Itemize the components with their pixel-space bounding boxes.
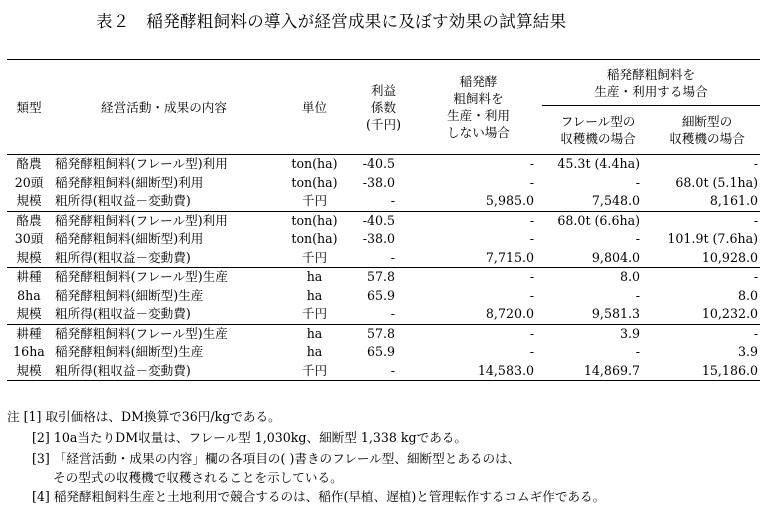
unit-cell: 千円 (301, 249, 328, 265)
unit-cell: ton(ha) (291, 231, 338, 246)
activity-cell: 粗所得(粗収益－変動費) (55, 306, 191, 321)
unit-cell: ha (277, 268, 352, 287)
table-row (7, 230, 760, 249)
chopper-cell: 3.9 (737, 344, 758, 359)
flail-cell: 45.3t (4.4ha) (557, 156, 640, 171)
chopper-cell: 10,928.0 (701, 249, 758, 265)
table-row (7, 192, 760, 211)
type-cell: 酪農 30頭 規模 (7, 211, 51, 268)
coefficient-cell: 65.9 (366, 344, 395, 359)
no-use-cell: 5,985.0 (485, 193, 534, 208)
unit-cell: ton(ha) (277, 211, 352, 230)
coefficient-cell: -38.0 (362, 174, 395, 190)
unit-cell: ton(ha) (291, 156, 338, 171)
flail-cell: 68.0t (6.6ha) (542, 211, 654, 230)
no-use-cell: - (529, 344, 534, 359)
flail-cell: - (635, 174, 640, 190)
no-use-cell: - (529, 287, 534, 303)
coefficient-cell: 65.9 (366, 287, 395, 303)
coefficient-cell: -40.5 (362, 156, 395, 171)
note-3-cont: その型式の収穫機で収穫されることを示している。 (53, 470, 343, 485)
header-no-use: 稲発酵 粗飼料を 生産・利用 しない場合 (415, 60, 542, 155)
chopper-cell: 15,186.0 (654, 362, 760, 381)
activity-cell: 粗所得(粗収益－変動費) (51, 362, 277, 381)
activity-cell: 粗所得(粗収益－変動費) (55, 193, 191, 208)
unit-cell: ha (306, 344, 323, 359)
chopper-cell: - (753, 156, 758, 171)
coefficient-cell: - (390, 249, 395, 265)
no-use-cell: 8,720.0 (485, 306, 534, 321)
table-row (7, 211, 760, 230)
chopper-cell: 8.0 (737, 287, 758, 303)
no-use-cell: - (529, 174, 534, 190)
coefficient-cell: - (352, 362, 415, 381)
activity-cell: 稲発酵粗飼料(細断型)利用 (55, 231, 204, 246)
unit-cell: ha (306, 287, 323, 303)
no-use-cell: 7,715.0 (485, 249, 534, 265)
coefficient-cell: - (390, 193, 395, 208)
activity-cell: 稲発酵粗飼料(細断型)利用 (55, 174, 204, 190)
chopper-cell: 101.9t (7.6ha) (667, 231, 758, 246)
header-profit-coefficient: 利益 係数 (千円) (352, 60, 415, 155)
coefficient-cell: -38.0 (362, 231, 395, 246)
coefficient-cell: 57.8 (352, 324, 415, 343)
activity-cell: 稲発酵粗飼料(フレール型)利用 (51, 211, 277, 230)
note-1: 注 [1] 取引価格は、DM換算で36円/kgである。 (7, 409, 281, 424)
table-row (7, 249, 760, 268)
header-chopper: 細断型の 収穫機の場合 (654, 106, 760, 155)
chopper-cell: - (654, 324, 760, 343)
unit-cell: 千円 (301, 306, 328, 321)
flail-cell: 8.0 (542, 268, 654, 287)
table-row (7, 362, 760, 381)
note-2: [2] 10a当たりDM収量は、フレール型 1,030kg、細断型 1,338 kgである。 (32, 430, 467, 445)
results-table (7, 59, 760, 381)
unit-cell: 千円 (277, 362, 352, 381)
flail-cell: - (635, 231, 640, 246)
table-title: 表２ 稲発酵粗飼料の導入が経営成果に及ぼす効果の試算結果 (96, 12, 567, 31)
no-use-cell: - (415, 268, 542, 287)
table-row (7, 324, 760, 343)
no-use-cell: - (415, 211, 542, 230)
flail-cell: 9,804.0 (591, 249, 640, 265)
no-use-cell: - (529, 231, 534, 246)
no-use-cell: 14,583.0 (415, 362, 542, 381)
header-type: 類型 (7, 60, 51, 155)
coefficient-cell: 57.8 (352, 268, 415, 287)
activity-cell: 稲発酵粗飼料(フレール型)生産 (51, 324, 277, 343)
flail-cell: 3.9 (542, 324, 654, 343)
flail-cell: - (635, 344, 640, 359)
unit-cell: ton(ha) (291, 174, 338, 190)
table-row (7, 268, 760, 287)
type-cell: 耕種 16ha 規模 (7, 324, 51, 381)
header-activity: 経営活動・成果の内容 (51, 60, 277, 155)
chopper-cell: 8,161.0 (709, 193, 758, 208)
table-row (7, 343, 760, 362)
flail-cell: 14,869.7 (542, 362, 654, 381)
flail-cell: 7,548.0 (591, 193, 640, 208)
header-unit: 単位 (277, 60, 352, 155)
header-use: 稲発酵粗飼料を 生産・利用する場合 (542, 60, 760, 106)
coefficient-cell: - (390, 306, 395, 321)
unit-cell: 千円 (301, 193, 328, 208)
header-flail: フレール型の 収穫機の場合 (542, 106, 654, 155)
activity-cell: 稲発酵粗飼料(細断型)生産 (55, 344, 204, 359)
note-4: [4] 稲発酵粗飼料生産と土地利用で競合するのは、稲作(早植、遅植)と管理転作するコムギ作である。 (32, 489, 606, 504)
chopper-cell: 10,232.0 (701, 306, 758, 321)
no-use-cell: - (415, 324, 542, 343)
table-row (7, 155, 760, 174)
activity-cell: 稲発酵粗飼料(フレール型)生産 (51, 268, 277, 287)
chopper-cell: - (654, 211, 760, 230)
activity-cell: 稲発酵粗飼料(フレール型)利用 (55, 156, 228, 171)
coefficient-cell: -40.5 (352, 211, 415, 230)
chopper-cell: 68.0t (5.1ha) (675, 174, 758, 190)
chopper-cell: - (654, 268, 760, 287)
table-row (7, 305, 760, 324)
unit-cell: ha (277, 324, 352, 343)
activity-cell: 稲発酵粗飼料(細断型)生産 (55, 287, 204, 303)
flail-cell: 9,581.3 (591, 306, 640, 321)
table-row (7, 287, 760, 306)
type-cell: 耕種 8ha 規模 (7, 268, 51, 325)
flail-cell: - (635, 287, 640, 303)
table-row (7, 174, 760, 193)
type-cell: 酪農 20頭 規模 (14, 156, 44, 208)
note-3: [3] 「経営活動・成果の内容」欄の各項目の( )書きのフレール型、細断型とあるのは、 (32, 451, 521, 466)
activity-cell: 粗所得(粗収益－変動費) (55, 249, 191, 265)
no-use-cell: - (529, 156, 534, 171)
